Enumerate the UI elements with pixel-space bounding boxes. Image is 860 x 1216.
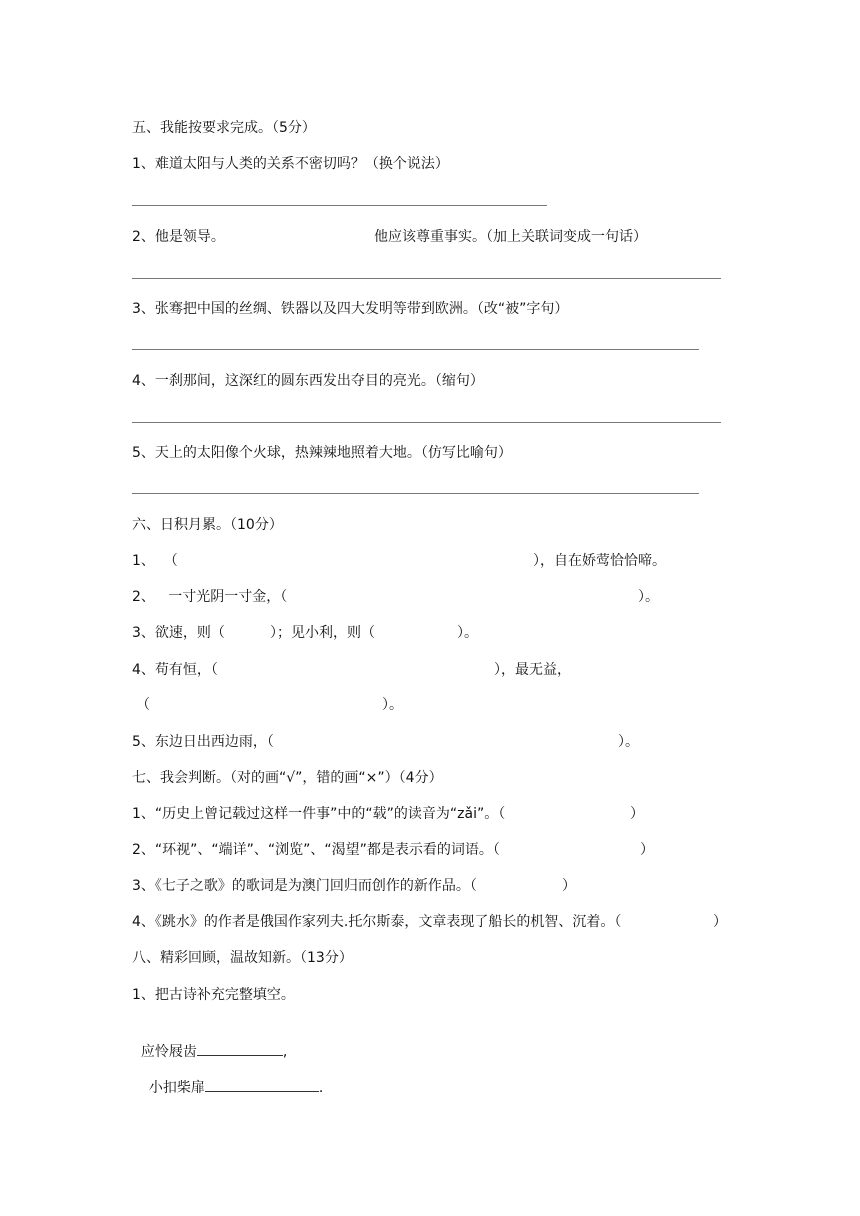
s8-question-1: 1、把古诗补充完整填空。 bbox=[132, 987, 295, 1003]
s6-q4-prefix: 4、苟有恒，（ bbox=[132, 662, 218, 678]
poem-blank-2[interactable] bbox=[205, 1077, 319, 1092]
s6-q5-suffix: ）。 bbox=[618, 734, 639, 750]
poem-line-2-punct: . bbox=[318, 1080, 324, 1096]
answer-line-s5-5[interactable] bbox=[132, 493, 699, 494]
s7-q4-text: 4、《跳水》的作者是俄国作家列夫.托尔斯泰，文章表现了船长的机智、沉着。（ bbox=[132, 914, 622, 930]
s5-question-4: 4、一刹那间，这深红的圆东西发出夺目的亮光。（缩句） bbox=[132, 373, 484, 389]
s7-q3-text: 3、《七子之歌》的歌词是为澳门回归而创作的新作品。（ bbox=[132, 878, 477, 894]
section-8-title: 八、精彩回顾，温故知新。（13分） bbox=[132, 950, 353, 966]
answer-line-s5-2[interactable] bbox=[132, 278, 721, 279]
s6-q4-line2-close: ）。 bbox=[382, 697, 403, 713]
section-7-title: 七、我会判断。（对的画“√”，错的画“×”）（4分） bbox=[132, 770, 443, 786]
s7-q3-close: ） bbox=[562, 878, 576, 894]
poem-line-1-text: 应怜屐齿 bbox=[140, 1044, 197, 1060]
answer-line-s5-1[interactable] bbox=[132, 205, 547, 206]
s6-q1-prefix: 1、 （ bbox=[132, 553, 178, 569]
s6-q4-middle: ），最无益， bbox=[494, 662, 571, 678]
s6-q1-suffix: ），自在娇莺恰恰啼。 bbox=[533, 553, 666, 569]
poem-line-2 bbox=[140, 1057, 323, 1098]
answer-line-s5-4[interactable] bbox=[132, 422, 721, 423]
poem-line-2-text: 小扣柴扉 bbox=[148, 1080, 205, 1096]
poem-blank-1[interactable] bbox=[197, 1041, 283, 1056]
s6-q3-prefix: 3、欲速，则（ bbox=[132, 625, 225, 641]
s5-question-2b: 他应该尊重事实。（加上关联词变成一句话） bbox=[374, 229, 647, 245]
s6-q2-suffix: ）。 bbox=[638, 589, 659, 605]
s7-q4-close: ） bbox=[713, 914, 727, 930]
s6-q2-prefix: 2、 一寸光阴一寸金，（ bbox=[132, 589, 288, 605]
s7-q1-close: ） bbox=[630, 806, 644, 822]
answer-line-s5-3[interactable] bbox=[132, 349, 699, 350]
s5-question-3: 3、张骞把中国的丝绸、铁器以及四大发明等带到欧洲。（改“被”字句） bbox=[132, 301, 569, 317]
poem-line-1 bbox=[132, 1021, 287, 1062]
s6-q4-line2-open: （ bbox=[136, 697, 150, 713]
s7-q1-text: 1、“历史上曾记载过这样一件事”中的“载”的读音为“zǎi”。（ bbox=[132, 806, 506, 822]
s5-question-1: 1、难道太阳与人类的关系不密切吗？（换个说法） bbox=[132, 156, 449, 172]
s7-q2-close: ） bbox=[640, 842, 654, 858]
s6-q5-prefix: 5、东边日出西边雨，（ bbox=[132, 734, 274, 750]
s6-q3-middle: ）；见小利，则（ bbox=[270, 625, 375, 641]
s7-q2-text: 2、“环视”、“端详”、“浏览”、“渴望”都是表示看的词语。（ bbox=[132, 842, 500, 858]
section-5-title: 五、我能按要求完成。（5分） bbox=[132, 120, 316, 136]
poem-line-1-punct: , bbox=[282, 1044, 288, 1060]
section-6-title: 六、日积月累。（10分） bbox=[132, 517, 283, 533]
s5-question-5: 5、天上的太阳像个火球，热辣辣地照着大地。（仿写比喻句） bbox=[132, 445, 512, 461]
s6-q3-suffix: ）。 bbox=[457, 625, 478, 641]
s5-question-2a: 2、他是领导。 bbox=[132, 229, 225, 245]
